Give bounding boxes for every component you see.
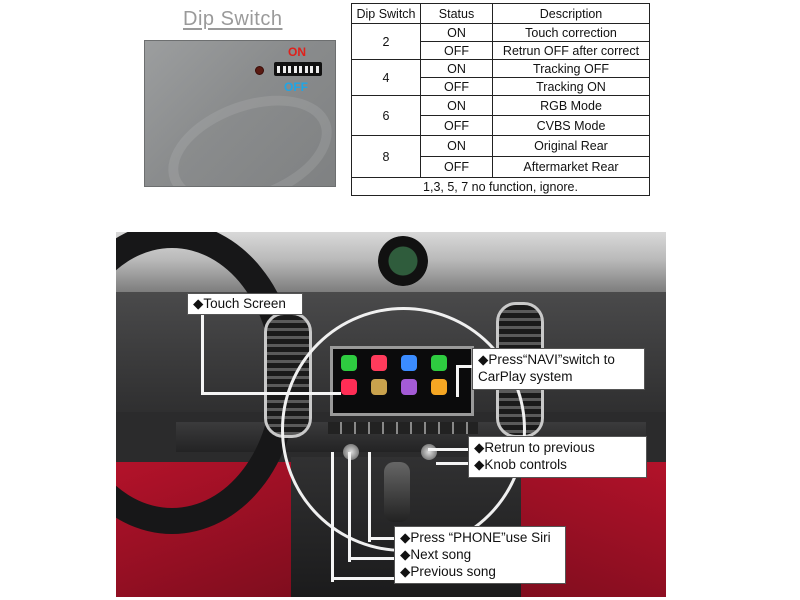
header-status: Status <box>421 4 493 24</box>
status-cell: ON <box>421 24 493 42</box>
table-footer-row <box>352 178 650 196</box>
description-cell: Original Rear <box>493 136 650 157</box>
table-row <box>352 24 650 42</box>
status-cell: OFF <box>421 42 493 60</box>
car-interior-photo <box>116 232 666 597</box>
callout-touch-screen: ◆Touch Screen <box>187 293 303 315</box>
description-cell: Retrun OFF after correct <box>493 42 650 60</box>
callout-previous-song: ◆Previous song <box>400 564 496 579</box>
description-cell: CVBS Mode <box>493 116 650 136</box>
left-knob[interactable] <box>343 444 359 460</box>
table-row <box>352 136 650 157</box>
header-description: Description <box>493 4 650 24</box>
callout-phone-songs <box>394 526 566 584</box>
phone-app-icon[interactable] <box>341 355 357 371</box>
description-cell: Tracking ON <box>493 78 650 96</box>
maps-app-icon[interactable] <box>401 355 417 371</box>
now-playing-app-icon[interactable] <box>341 379 357 395</box>
callout-press-navi <box>472 348 645 390</box>
music-app-icon[interactable] <box>371 355 387 371</box>
off-label: OFF <box>284 80 308 94</box>
switch-number: 4 <box>352 60 421 96</box>
porsche-app-icon[interactable] <box>371 379 387 395</box>
description-cell: Aftermarket Rear <box>493 157 650 178</box>
dip-switch-table <box>351 3 650 196</box>
switch-number: 6 <box>352 96 421 136</box>
description-cell: RGB Mode <box>493 96 650 116</box>
led-hole <box>255 66 264 75</box>
callout-press-navi-line1: ◆Press“NAVI”switch to <box>478 352 615 367</box>
callout-press-phone: ◆Press “PHONE”use Siri <box>400 530 551 545</box>
status-cell: OFF <box>421 78 493 96</box>
right-knob[interactable] <box>421 444 437 460</box>
carplay-screen[interactable] <box>330 346 474 416</box>
status-cell: ON <box>421 136 493 157</box>
carplay-app-grid <box>341 355 447 395</box>
podcasts-app-icon[interactable] <box>401 379 417 395</box>
table-row <box>352 96 650 116</box>
callout-return-previous: ◆Retrun to previous <box>474 440 595 455</box>
description-cell: Tracking OFF <box>493 60 650 78</box>
callout-press-navi-line2: CarPlay system <box>478 369 573 384</box>
switch-number: 8 <box>352 136 421 178</box>
gear-shifter <box>384 462 410 522</box>
callout-knob-controls: ◆Knob controls <box>474 457 567 472</box>
callout-return-knob <box>468 436 647 478</box>
on-label: ON <box>288 45 306 59</box>
dip-switch-block <box>274 62 322 76</box>
audiobooks-app-icon[interactable] <box>431 379 447 395</box>
messages-app-icon[interactable] <box>431 355 447 371</box>
callout-next-song: ◆Next song <box>400 547 472 562</box>
status-cell: ON <box>421 60 493 78</box>
hardware-button-row[interactable] <box>328 422 478 434</box>
dashboard-clock <box>378 236 428 286</box>
table-footer-note: 1,3, 5, 7 no function, ignore. <box>352 178 650 196</box>
status-cell: OFF <box>421 116 493 136</box>
table-header-row <box>352 4 650 24</box>
table-row <box>352 60 650 78</box>
status-cell: ON <box>421 96 493 116</box>
status-cell: OFF <box>421 157 493 178</box>
dip-switch-photo <box>144 40 336 187</box>
watermark-logo <box>153 75 336 187</box>
dip-switch-title: Dip Switch <box>183 8 283 30</box>
switch-number: 2 <box>352 24 421 60</box>
header-dip-switch: Dip Switch <box>352 4 421 24</box>
description-cell: Touch correction <box>493 24 650 42</box>
